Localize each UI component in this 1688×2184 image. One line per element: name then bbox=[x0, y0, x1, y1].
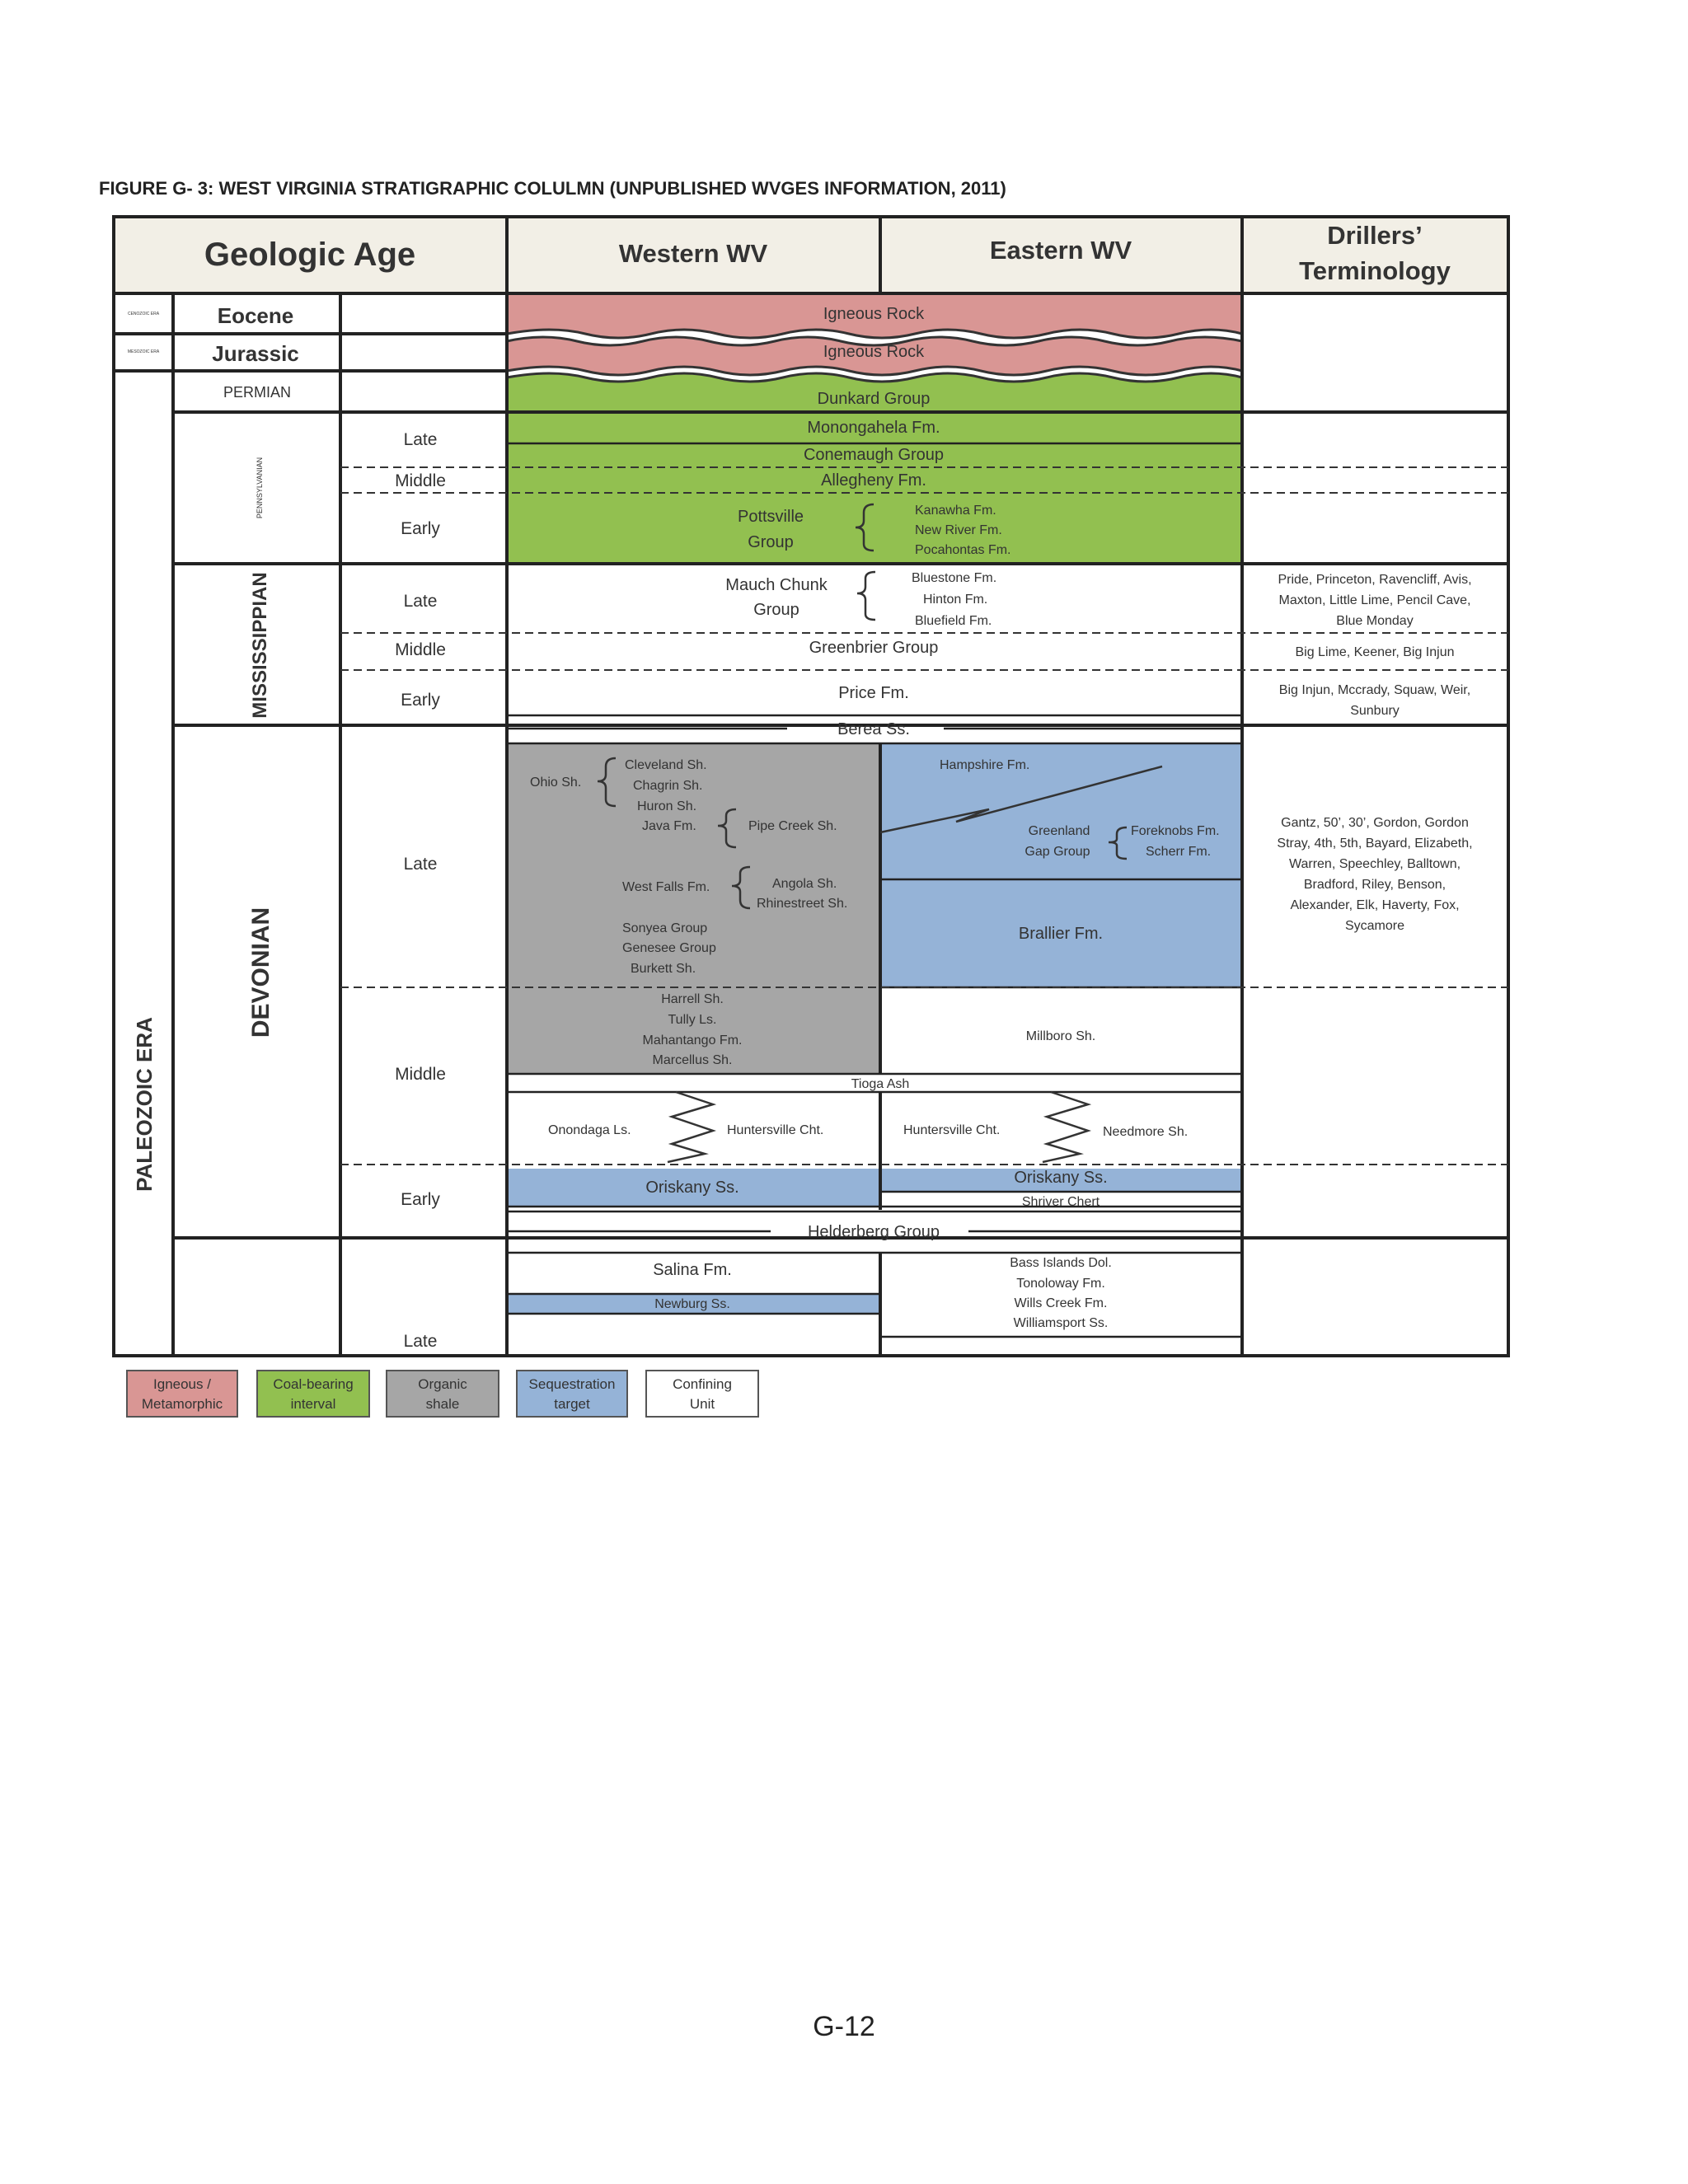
unit-berea: Berea Ss. bbox=[837, 720, 910, 738]
epoch-miss-early: Early bbox=[401, 691, 440, 710]
unit-foreknobs: Foreknobs Fm. bbox=[1131, 824, 1220, 838]
unit-new-river: New River Fm. bbox=[915, 523, 1002, 537]
header-drillers-line2: Terminology bbox=[1299, 256, 1451, 285]
legend-conf-line1: Confining bbox=[673, 1376, 732, 1392]
unit-allegheny: Allegheny Fm. bbox=[821, 471, 926, 490]
epoch-penn-late: Late bbox=[403, 430, 438, 449]
unit-west-falls: West Falls Fm. bbox=[622, 880, 710, 894]
unit-kanawha: Kanawha Fm. bbox=[915, 504, 996, 518]
unit-mahantango: Mahantango Fm. bbox=[642, 1033, 743, 1047]
era-paleozoic-label: PALEOZOIC ERA bbox=[132, 1017, 157, 1192]
unit-tioga-ash: Tioga Ash bbox=[851, 1077, 910, 1091]
figure-caption: FIGURE G- 3: WEST VIRGINIA STRATIGRAPHIC COLULMN (UNPUBLISHED WVGES INFORMATION, 2011) bbox=[99, 178, 1006, 199]
brallier-hampshire-interval bbox=[880, 743, 1242, 987]
drillers-dev-late-4: Bradford, Riley, Benson, bbox=[1303, 878, 1447, 892]
legend-igneous-line1: Igneous / bbox=[153, 1376, 211, 1392]
unit-bluefield: Bluefield Fm. bbox=[915, 614, 992, 628]
unit-hampshire: Hampshire Fm. bbox=[940, 758, 1030, 772]
period-jurassic: Jurassic bbox=[212, 341, 299, 366]
legend-conf-line2: Unit bbox=[689, 1396, 715, 1412]
unit-mauch-chunk-2: Group bbox=[753, 601, 799, 619]
unit-scherr: Scherr Fm. bbox=[1146, 845, 1212, 859]
unit-wills-creek: Wills Creek Fm. bbox=[1014, 1296, 1108, 1310]
unit-ohio-sh: Ohio Sh. bbox=[530, 776, 582, 790]
legend-confining bbox=[645, 1370, 759, 1418]
unit-millboro: Millboro Sh. bbox=[1025, 1029, 1096, 1043]
unit-onondaga: Onondaga Ls. bbox=[548, 1123, 631, 1137]
unit-price: Price Fm. bbox=[838, 684, 909, 702]
era-mesozoic-label: MESOZOIC ERA bbox=[127, 349, 160, 354]
unit-cleveland: Cleveland Sh. bbox=[625, 758, 707, 772]
drillers-dev-late-3: Warren, Speechley, Balltown, bbox=[1288, 857, 1461, 871]
unit-huron: Huron Sh. bbox=[637, 799, 697, 813]
unit-igneous-rock-eocene: Igneous Rock bbox=[823, 305, 925, 323]
epoch-silurian-late: Late bbox=[403, 1332, 438, 1351]
epoch-miss-late: Late bbox=[403, 592, 438, 611]
legend-coal-line1: Coal-bearing bbox=[273, 1376, 354, 1392]
unit-williamsport: Williamsport Ss. bbox=[1013, 1316, 1109, 1330]
unit-genesee: Genesee Group bbox=[622, 941, 716, 955]
unit-tully: Tully Ls. bbox=[668, 1013, 717, 1027]
unit-dunkard-group: Dunkard Group bbox=[817, 390, 931, 408]
unit-pipe-creek: Pipe Creek Sh. bbox=[748, 819, 837, 833]
unit-marcellus: Marcellus Sh. bbox=[652, 1053, 733, 1067]
drillers-dev-late-5: Alexander, Elk, Haverty, Fox, bbox=[1290, 898, 1460, 912]
epoch-penn-early: Early bbox=[401, 519, 440, 538]
era-cenozoic-label: CENOZOIC ERA bbox=[127, 312, 160, 316]
unit-helderberg: Helderberg Group bbox=[807, 1223, 940, 1241]
unit-bass-islands: Bass Islands Dol. bbox=[1010, 1256, 1112, 1270]
drillers-dev-late-1: Gantz, 50’, 30’, Gordon, Gordon bbox=[1281, 816, 1469, 830]
unit-oriskany-east: Oriskany Ss. bbox=[1014, 1169, 1108, 1187]
drillers-miss-early-2: Sunbury bbox=[1350, 704, 1400, 718]
epoch-penn-middle: Middle bbox=[395, 471, 446, 490]
legend-seq-line1: Sequestration bbox=[528, 1376, 616, 1392]
period-eocene: Eocene bbox=[217, 303, 294, 328]
unit-burkett: Burkett Sh. bbox=[631, 962, 696, 976]
unit-oriskany-west: Oriskany Ss. bbox=[645, 1179, 739, 1197]
drillers-dev-late-2: Stray, 4th, 5th, Bayard, Elizabeth, bbox=[1277, 837, 1473, 851]
unit-newburg: Newburg Ss. bbox=[654, 1297, 730, 1311]
unit-needmore: Needmore Sh. bbox=[1103, 1125, 1189, 1139]
drillers-miss-late-1: Pride, Princeton, Ravencliff, Avis, bbox=[1278, 573, 1472, 587]
unit-rhinestreet: Rhinestreet Sh. bbox=[757, 897, 848, 911]
legend-shale-line1: Organic bbox=[418, 1376, 467, 1392]
unit-conemaugh: Conemaugh Group bbox=[803, 446, 945, 464]
unit-bluestone: Bluestone Fm. bbox=[912, 571, 997, 585]
unit-harrell: Harrell Sh. bbox=[661, 992, 724, 1006]
drillers-miss-middle: Big Lime, Keener, Big Injun bbox=[1295, 645, 1455, 659]
legend-coal-line2: interval bbox=[290, 1396, 336, 1412]
legend-sequestration bbox=[516, 1370, 628, 1418]
unit-pottsville-2: Group bbox=[748, 533, 794, 551]
drillers-miss-late-2: Maxton, Little Lime, Pencil Cave, bbox=[1278, 593, 1471, 607]
epoch-miss-middle: Middle bbox=[395, 640, 446, 659]
drillers-miss-early-1: Big Injun, Mccrady, Squaw, Weir, bbox=[1278, 683, 1471, 697]
header-western-wv: Western WV bbox=[618, 239, 768, 268]
unit-mauch-chunk-1: Mauch Chunk bbox=[725, 576, 828, 594]
unit-greenbrier: Greenbrier Group bbox=[809, 639, 939, 657]
unit-huntersville-west: Huntersville Cht. bbox=[727, 1123, 824, 1137]
legend-seq-line2: target bbox=[554, 1396, 590, 1412]
legend-igneous-line2: Metamorphic bbox=[141, 1396, 223, 1412]
page-number: G-12 bbox=[813, 2011, 875, 2042]
epoch-dev-late: Late bbox=[403, 855, 438, 874]
unit-hinton: Hinton Fm. bbox=[923, 593, 988, 607]
legend-igneous bbox=[126, 1370, 238, 1418]
unit-brallier: Brallier Fm. bbox=[1018, 925, 1104, 943]
unit-huntersville-east: Huntersville Cht. bbox=[903, 1123, 1001, 1137]
unit-monongahela: Monongahela Fm. bbox=[807, 419, 940, 437]
unit-sonyea: Sonyea Group bbox=[622, 921, 708, 935]
period-mississippian: MISSISSIPPIAN bbox=[249, 572, 271, 719]
header-eastern-wv: Eastern WV bbox=[989, 236, 1132, 265]
legend-shale-line2: shale bbox=[425, 1396, 460, 1412]
header-drillers-line1: Drillers’ bbox=[1327, 221, 1423, 250]
period-pennsylvanian: PENNSYLVANIAN bbox=[256, 457, 264, 519]
unit-pottsville-1: Pottsville bbox=[737, 508, 804, 526]
drillers-miss-late-3: Blue Monday bbox=[1336, 614, 1414, 628]
unit-chagrin: Chagrin Sh. bbox=[633, 779, 703, 793]
epoch-dev-early: Early bbox=[401, 1190, 440, 1209]
drillers-dev-late-6: Sycamore bbox=[1344, 919, 1405, 933]
period-permian: PERMIAN bbox=[223, 384, 292, 401]
period-devonian: DEVONIAN bbox=[247, 907, 274, 1038]
unit-java: Java Fm. bbox=[642, 819, 696, 833]
unit-tonoloway: Tonoloway Fm. bbox=[1016, 1277, 1105, 1291]
unit-greenland-2: Gap Group bbox=[1025, 845, 1090, 859]
unit-angola: Angola Sh. bbox=[772, 877, 837, 891]
unit-pocahontas: Pocahontas Fm. bbox=[915, 543, 1011, 557]
unit-igneous-rock-jurassic: Igneous Rock bbox=[823, 343, 925, 361]
legend-organic-shale bbox=[386, 1370, 499, 1418]
unit-greenland-1: Greenland bbox=[1028, 824, 1090, 838]
header-geologic-age: Geologic Age bbox=[204, 237, 416, 273]
legend-coal bbox=[256, 1370, 370, 1418]
unit-shriver: Shriver Chert bbox=[1021, 1195, 1100, 1209]
unit-salina: Salina Fm. bbox=[653, 1261, 732, 1279]
epoch-dev-middle: Middle bbox=[395, 1065, 446, 1084]
